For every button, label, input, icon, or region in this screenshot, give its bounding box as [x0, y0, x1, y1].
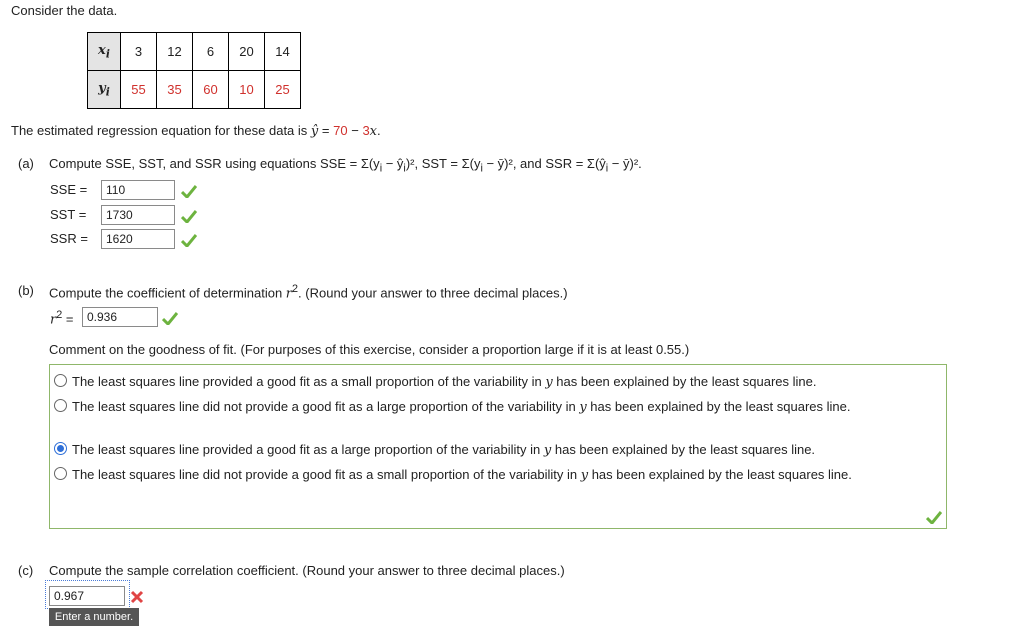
x-header: $x_i$ — [88, 33, 121, 71]
x-cell: 12 — [157, 33, 193, 71]
sst-input[interactable]: 1730 — [101, 205, 175, 225]
correlation-input[interactable]: 0.967 — [49, 586, 125, 606]
option-1[interactable] — [54, 373, 924, 391]
check-icon — [181, 209, 197, 223]
check-icon — [181, 233, 197, 247]
radio-button[interactable] — [54, 467, 67, 480]
goodness-of-fit-prompt: Comment on the goodness of fit. (For purposes of this exercise, consider a proportion large if it is at least 0.55.) — [49, 342, 690, 357]
part-a-label: (a) — [18, 156, 34, 171]
r2-input[interactable]: 0.936 — [82, 307, 158, 327]
option-4[interactable] — [54, 466, 924, 484]
radio-button[interactable] — [54, 399, 67, 412]
x-cell: 14 — [265, 33, 301, 71]
y-cell: 60 — [193, 71, 229, 109]
y-cell: 25 — [265, 71, 301, 109]
sse-label: SSE = — [50, 182, 88, 197]
table-row-x — [88, 33, 301, 71]
y-cell: 35 — [157, 71, 193, 109]
part-c-prompt: Compute the sample correlation coefficient. (Round your answer to three decimal places.) — [49, 563, 565, 578]
x-cell: 20 — [229, 33, 265, 71]
option-text: The least squares line provided a good fit as a large proportion of the variability in y has been explained by the least squares line. — [72, 442, 816, 458]
intro-text: Consider the data. — [11, 3, 118, 18]
table-row-y — [88, 71, 301, 109]
sst-label: SST = — [50, 207, 87, 222]
x-cell: 3 — [121, 33, 157, 71]
option-text: The least squares line did not provide a good fit as a large proportion of the variability in y has been explained by the least squares line. — [72, 399, 851, 415]
check-icon — [162, 311, 178, 325]
option-text: The least squares line provided a good fit as a small proportion of the variability in y has been explained by the least squares line. — [72, 374, 817, 390]
sse-input[interactable]: 110 — [101, 180, 175, 200]
x-cell: 6 — [193, 33, 229, 71]
option-text: The least squares line did not provide a good fit as a small proportion of the variability in y has been explained by the least squares line. — [72, 467, 852, 483]
check-icon — [926, 510, 942, 524]
y-header: $y_i$ — [88, 71, 121, 109]
option-3[interactable] — [54, 441, 924, 459]
radio-button-selected[interactable] — [54, 442, 67, 455]
radio-button[interactable] — [54, 374, 67, 387]
data-table — [87, 32, 301, 109]
tooltip: Enter a number. — [49, 608, 139, 626]
r2-label: $r^2$ = — [50, 309, 74, 328]
incorrect-x-icon — [130, 590, 144, 604]
regression-statement: The estimated regression equation for these data is ŷ = 70 − 3x. — [11, 123, 381, 139]
part-b-label: (b) — [18, 283, 34, 298]
check-icon — [181, 184, 197, 198]
y-cell: 55 — [121, 71, 157, 109]
ssr-label: SSR = — [50, 231, 88, 246]
part-a-prompt: Compute SSE, SST, and SSR using equations SSE = $\Sigma(y_i$ − $ŷ_i)^2$, SST = $\Sigma(y_i$ − ȳ)², and SSR = $\Sigma(ŷ_i$ − ȳ)². — [49, 156, 642, 175]
option-2[interactable] — [54, 398, 924, 416]
y-cell: 10 — [229, 71, 265, 109]
part-c-label: (c) — [18, 563, 34, 578]
part-b-prompt: Compute the coefficient of determination $r^2$. (Round your answer to three decimal places.) — [49, 283, 568, 302]
ssr-input[interactable]: 1620 — [101, 229, 175, 249]
